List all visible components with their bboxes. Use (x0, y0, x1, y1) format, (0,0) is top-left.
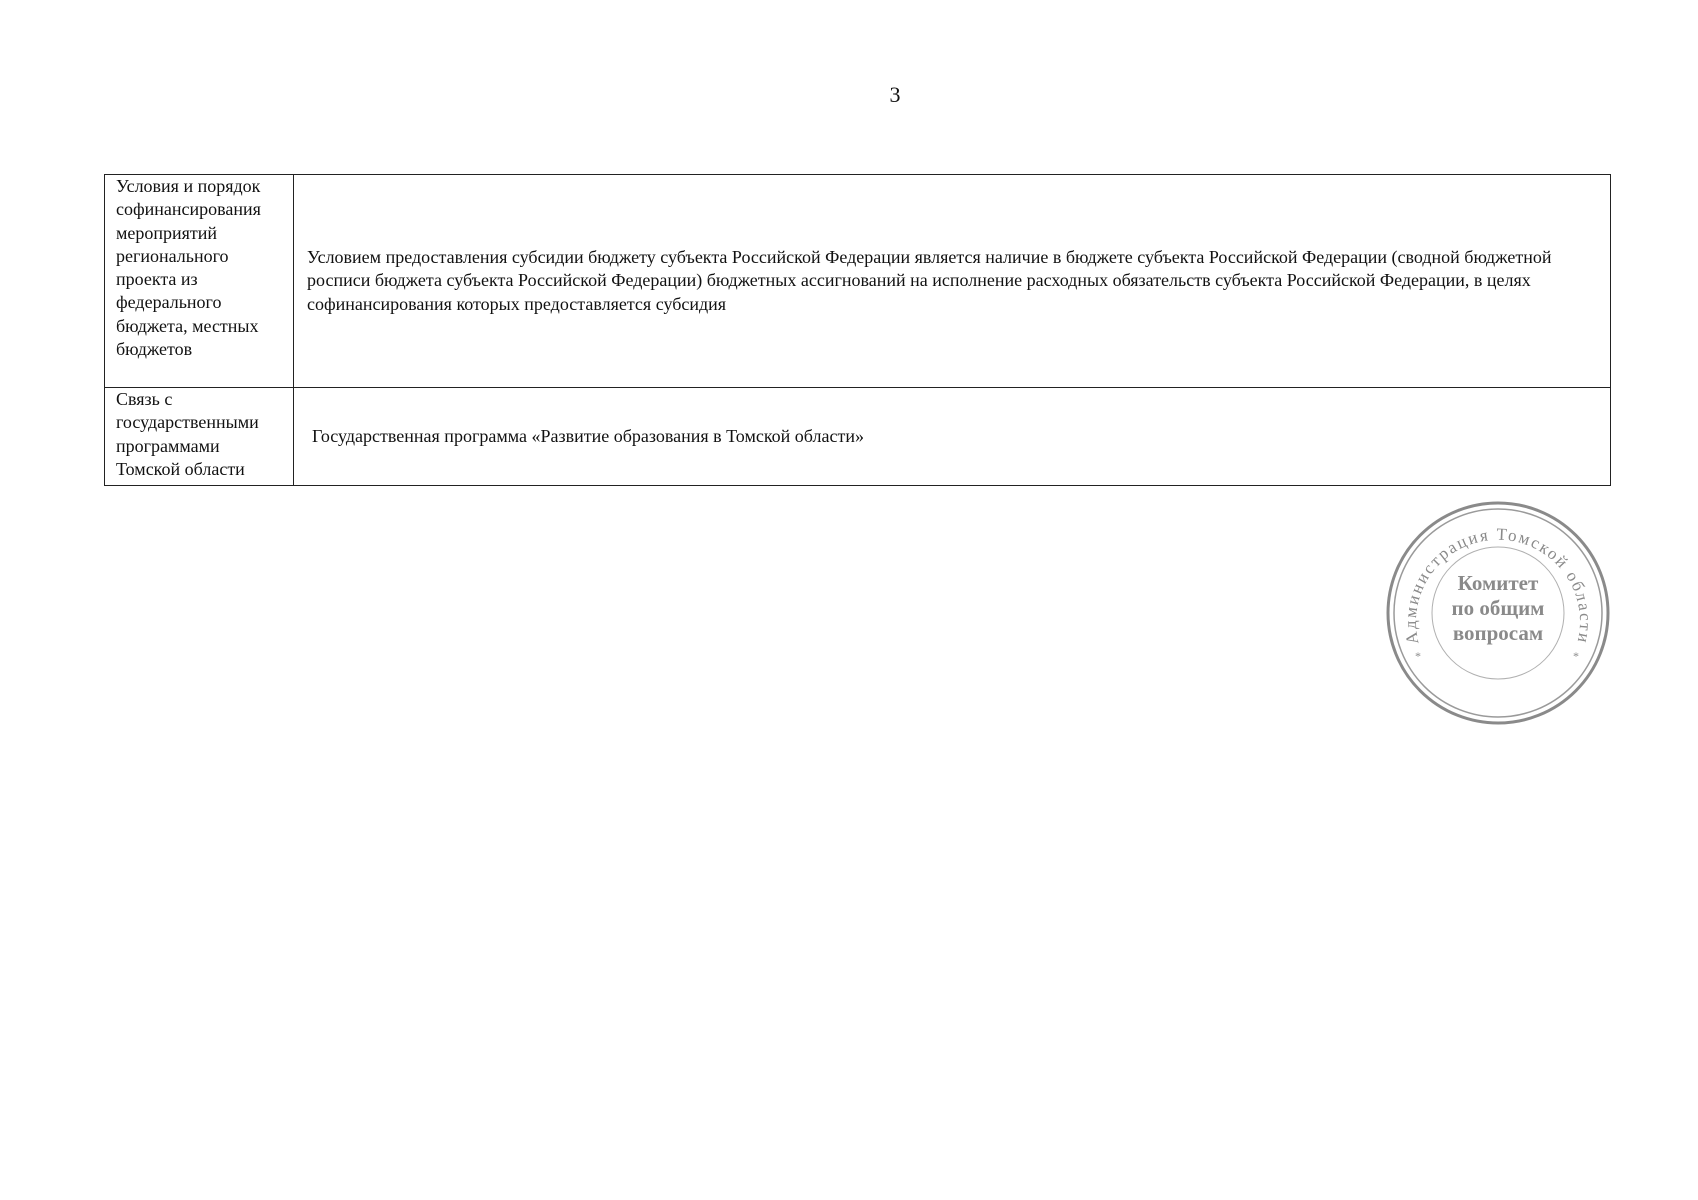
stamp-star-right: * (1573, 649, 1579, 663)
table-row (105, 388, 1611, 486)
official-stamp (1385, 500, 1611, 726)
row-value: Условием предоставления субсидии бюджету субъекта Российской Федерации является наличие в бюджете субъекта Российской Федерации (сводной бюджетной росписи бюджета субъекта Российской Федерации) бюджетных ассигнований на исполнение расходных обязательств субъекта Российской Федерации, в целях софинансирования которых предоставляется субсидия (294, 175, 1611, 388)
stamp-center-line: вопросам (1452, 621, 1544, 645)
stamp-center-line: Комитет (1457, 571, 1539, 595)
row-label: Условия и порядок софинансирования мероприятий регионального проекта из федерального бюджета, местных бюджетов (105, 175, 294, 388)
stamp-ring-text: Администрация Томской области (1400, 524, 1596, 647)
row-value: Государственная программа «Развитие образования в Томской области» (294, 388, 1611, 486)
stamp-center-line: по общим (1451, 596, 1545, 620)
page-number: 3 (889, 82, 901, 107)
stamp-star-left: * (1415, 649, 1421, 663)
table-row (105, 175, 1611, 388)
row-label: Связь с государственными программами Томской области (105, 388, 294, 486)
passport-table (104, 174, 1611, 486)
